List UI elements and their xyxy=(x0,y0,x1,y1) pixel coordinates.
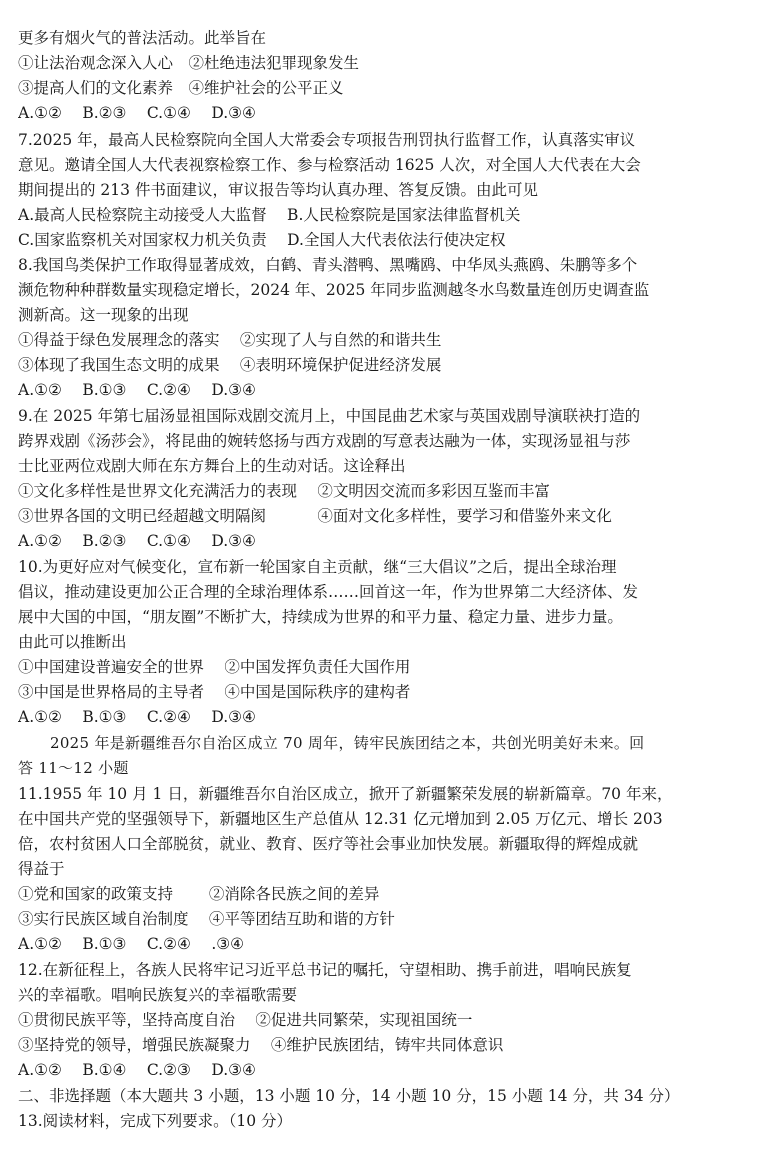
q10-stem-line1: 10.为更好应对气候变化，宣布新一轮国家自主贡献，继“三大倡议”之后，提出全球治理 xyxy=(18,558,617,576)
q11-12-intro-line2: 答 11～12 小题 xyxy=(18,759,129,777)
q11-stem-line2: 在中国共产党的坚强领导下，新疆地区生产总值从 12.31 亿元增加到 2.05 万亿元、增长 203 xyxy=(18,810,663,828)
q8-stem-line1: 8.我国鸟类保护工作取得显著成效，白鹤、青头潜鸭、黑嘴鸥、中华凤头燕鸥、朱鹏等多个 xyxy=(18,256,638,274)
q12-choices: A.①② B.①④ C.②③ D.③④ xyxy=(18,1061,256,1079)
q10-choices: A.①② B.①③ C.②④ D.③④ xyxy=(18,708,256,726)
q8-stem-line3: 测新高。这一现象的出现 xyxy=(18,306,189,324)
q12-options-34: ③坚持党的领导，增强民族凝聚力 ④维护民族团结，铸牢共同体意识 xyxy=(18,1036,504,1054)
q11-stem-line3: 倍，农村贫困人口全部脱贫，就业、教育、医疗等社会事业加快发展。新疆取得的辉煌成就 xyxy=(18,835,639,853)
q11-stem-line1: 11.1955 年 10 月 1 日，新疆维吾尔自治区成立，掀开了新疆繁荣发展的崭新篇章。70 年来， xyxy=(18,785,673,803)
q8-choices: A.①② B.①③ C.②④ D.③④ xyxy=(18,381,256,399)
q11-options-12: ①党和国家的政策支持 ②消除各民族之间的差异 xyxy=(18,885,380,903)
q7-choices-cd: C.国家监察机关对国家权力机关负责 D.全国人大代表依法行使决定权 xyxy=(18,231,506,249)
q12-options-12: ①贯彻民族平等，坚持高度自治 ②促进共同繁荣，实现祖国统一 xyxy=(18,1011,473,1029)
q9-stem-line3: 士比亚两位戏剧大师在东方舞台上的生动对话。这诠释出 xyxy=(18,457,406,475)
q10-stem-line4: 由此可以推断出 xyxy=(18,633,127,651)
q6-stem-tail: 更多有烟火气的普法活动。此举旨在 xyxy=(18,29,267,47)
q10-stem-line2: 倡议，推动建设更加公正合理的全球治理体系……回首这一年，作为世界第二大经济体、发 xyxy=(18,583,639,601)
q13-stem: 13.阅读材料，完成下列要求。（10 分） xyxy=(18,1112,293,1130)
q12-stem-line2: 兴的幸福歌。唱响民族复兴的幸福歌需要 xyxy=(18,986,298,1004)
q8-options-12: ①得益于绿色发展理念的落实 ②实现了人与自然的和谐共生 xyxy=(18,331,442,349)
q7-choices-ab: A.最高人民检察院主动接受人大监督 B.人民检察院是国家法律监督机关 xyxy=(18,206,521,224)
q11-stem-line4: 得益于 xyxy=(18,860,65,878)
q12-stem-line1: 12.在新征程上，各族人民将牢记习近平总书记的嘱托，守望相助、携手前进，唱响民族复 xyxy=(18,961,632,979)
q11-options-34: ③实行民族区域自治制度 ④平等团结互助和谐的方针 xyxy=(18,910,395,928)
q10-options-34: ③中国是世界格局的主导者 ④中国是国际秩序的建构者 xyxy=(18,683,411,701)
q7-stem-line2: 意见。邀请全国人大代表视察检察工作、参与检察活动 1625 人次，对全国人大代表在大会 xyxy=(18,156,641,174)
q11-12-intro-line1: 2025 年是新疆维吾尔自治区成立 70 周年，铸牢民族团结之本，共创光明美好未来。回 xyxy=(50,734,645,752)
q8-options-34: ③体现了我国生态文明的成果 ④表明环境保护促进经济发展 xyxy=(18,356,442,374)
q11-choices: A.①② B.①③ C.②④ .③④ xyxy=(18,935,245,953)
q8-stem-line2: 濒危物种种群数量实现稳定增长，2024 年、2025 年同步监测越冬水鸟数量连创历史调查监 xyxy=(18,281,650,299)
q7-stem-line1: 7.2025 年，最高人民检察院向全国人大常委会专项报告刑罚执行监督工作，认真落实审议 xyxy=(18,131,636,149)
q9-stem-line1: 9.在 2025 年第七届汤显祖国际戏剧交流月上，中国昆曲艺术家与英国戏剧导演联袂打造的 xyxy=(18,407,641,425)
q10-stem-line3: 展中大国的中国，“朋友圈”不断扩大，持续成为世界的和平力量、稳定力量、进步力量。 xyxy=(18,608,623,626)
q6-choices: A.①② B.②③ C.①④ D.③④ xyxy=(18,104,256,122)
q6-options-34: ③提高人们的文化素养 ④维护社会的公平正义 xyxy=(18,79,344,97)
q9-stem-line2: 跨界戏剧《汤莎会》，将昆曲的婉转悠扬与西方戏剧的写意表达融为一体，实现汤显祖与莎 xyxy=(18,432,631,450)
q7-stem-line3: 期间提出的 213 件书面建议，审议报告等均认真办理、答复反馈。由此可见 xyxy=(18,181,538,199)
q9-options-12: ①文化多样性是世界文化充满活力的表现 ②文明因交流而多彩因互鉴而丰富 xyxy=(18,482,550,500)
q9-choices: A.①② B.②③ C.①④ D.③④ xyxy=(18,532,256,550)
q9-options-34: ③世界各国的文明已经超越文明隔阂 ④面对文化多样性，要学习和借鉴外来文化 xyxy=(18,507,612,525)
q10-options-12: ①中国建设普遍安全的世界 ②中国发挥负责任大国作用 xyxy=(18,658,411,676)
q6-options-12: ①让法治观念深入人心 ②杜绝违法犯罪现象发生 xyxy=(18,54,360,72)
section-two-heading: 二、非选择题（本大题共 3 小题，13 小题 10 分，14 小题 10 分，15 小题 14 分，共 34 分） xyxy=(18,1087,680,1105)
